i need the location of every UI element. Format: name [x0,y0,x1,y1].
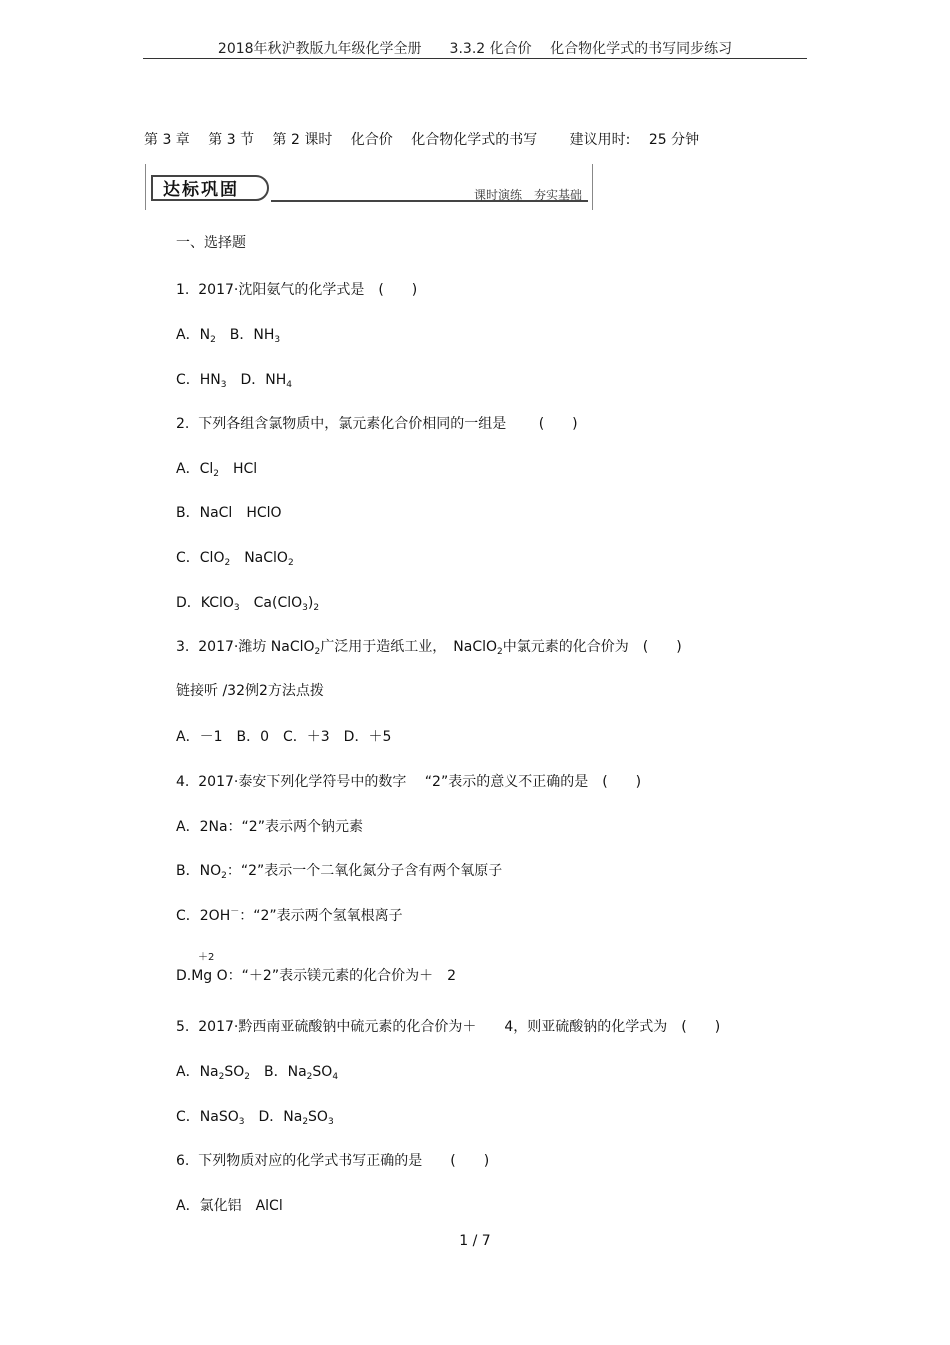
q4-option-c: C．2OH－：“2”表示两个氢氧根离子 [176,907,403,924]
q2-option-d: D．KClO$_3$ $Ca(ClO_3)_2$ [176,595,320,613]
q5-options-ab: A．$Na_2SO_2$ B．$Na_2SO_4$ [176,1064,339,1082]
page-header: 2018年秋沪教版九年级化学全册 3.3.2 化合价 化合物化学式的书写同步练习 [217,41,733,57]
q4-option-d: D.Mg O：“＋2”表示镁元素的化合价为＋ 2 [176,968,456,984]
q5-options-cd: C．NaSO$_3$ D．$Na_2SO_3$ [176,1109,334,1127]
header-rule [143,58,807,59]
q3-link: 链接听 /32例2方法点拨 [176,683,324,699]
banner-subtitle: 课时演练 夯实基础 [473,188,582,202]
question-2: 2. 下列各组含氯物质中，氯元素化合价相同的一组是 ( ) [176,416,578,432]
valence-mark: ＋2 [198,952,215,963]
lesson-meta: 第 3 章 第 3 节 第 2 课时 化合价 化合物化学式的书写 建议用时: 25 分钟 [144,132,700,148]
q2-option-a: A．$Cl_2$ HCl [176,461,258,479]
q2-option-b: B．NaCl HClO [176,505,282,521]
banner-tag: 达标巩固 [151,175,269,201]
section-title: 一、选择题 [176,235,246,251]
q4-option-b: B．$NO_2$：“2”表示一个二氧化氮分子含有两个氧原子 [176,863,503,881]
q6-option-a: A．氯化铝 AlCl [176,1198,283,1214]
q2-option-c: C．ClO$_2$ NaClO$_2$ [176,550,294,568]
question-1: 1. 2017·沈阳氨气的化学式是 ( ) [176,282,418,298]
question-3: 3. 2017·潍坊 NaClO$_2$广泛用于造纸工业， NaClO$_2$中氯元素的化合价为 ( ) [176,639,682,657]
question-4: 4. 2017·泰安下列化学符号中的数字 “2”表示的意义不正确的是 ( ) [176,774,642,790]
q4-option-a: A．2Na：“2”表示两个钠元素 [176,819,363,835]
question-6: 6. 下列物质对应的化学式书写正确的是 ( ) [176,1153,490,1169]
q3-options: A．－1 B．0 C．＋3 D．＋5 [176,729,392,745]
q1-options-cd: C．$HN_3$ D．$NH_4$ [176,372,293,390]
section-banner [145,164,593,210]
page-number: 1 / 7 [459,1233,491,1249]
q1-options-ab: A．$N_2$ B．$NH_3$ [176,327,281,345]
question-5: 5. 2017·黔西南亚硫酸钠中硫元素的化合价为＋ 4，则亚硫酸钠的化学式为 ( ) [176,1019,721,1035]
